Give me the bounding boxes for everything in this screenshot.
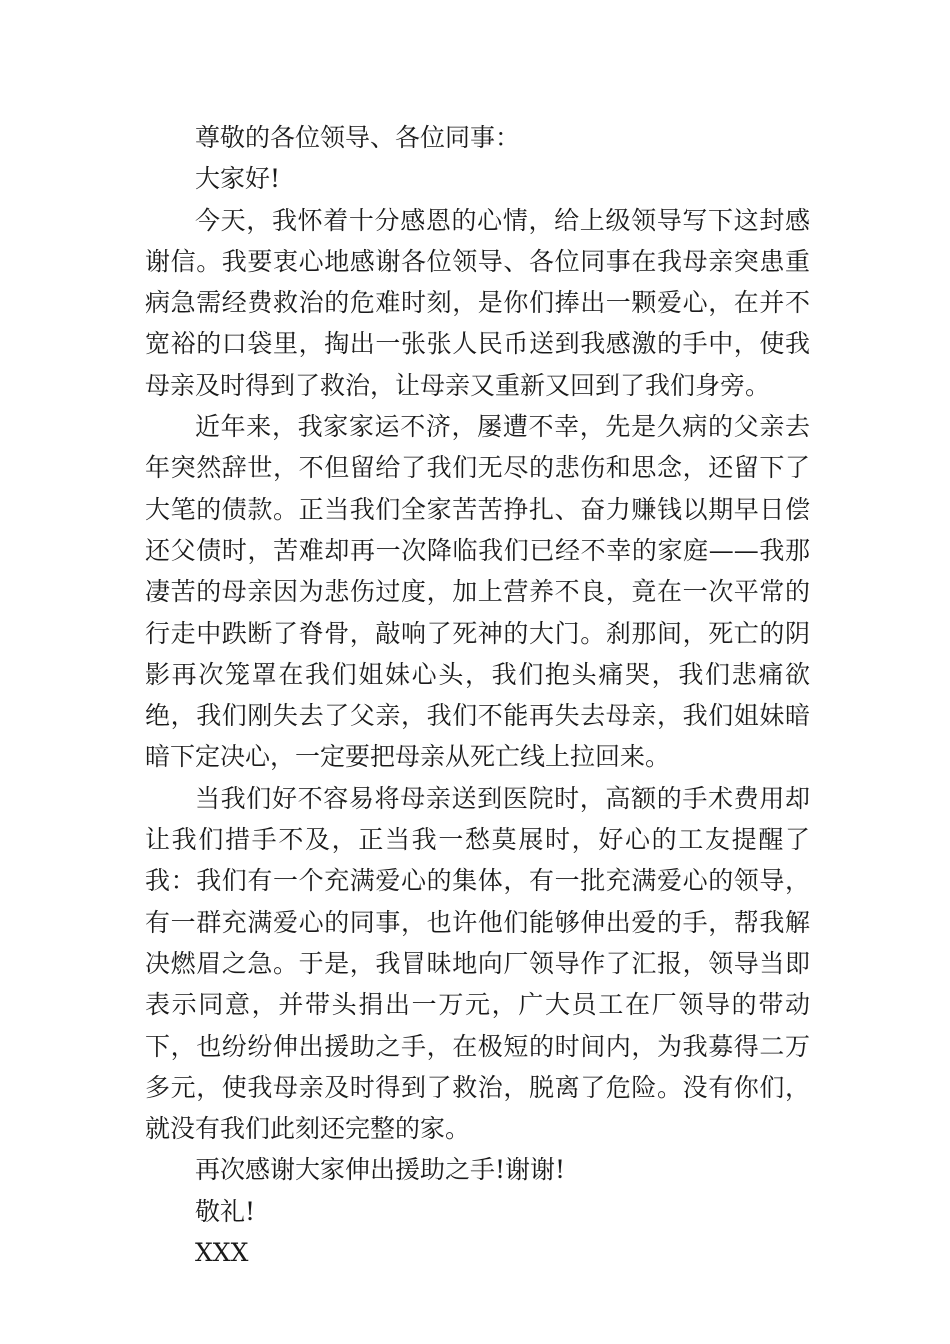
- paragraph-family-hardship: 近年来，我家家运不济，屡遭不幸，先是久病的父亲去年突然辞世，不但留给了我们无尽的悲伤和思念，还留下了大笔的债款。正当我们全家苦苦挣扎、奋力赚钱以期早日偿还父债时，苦难却再一次降临我们已经不幸的家庭——我那凄苦的母亲因为悲伤过度，加上营养不良，竟在一次平常的行走中跌断了脊骨，敲响了死神的大门。刹那间，死亡的阴影再次笼罩在我们姐妹心头，我们抱头痛哭，我们悲痛欲绝，我们刚失去了父亲，我们不能再失去母亲，我们姐妹暗暗下定决心，一定要把母亲从死亡线上拉回来。: [145, 412, 810, 772]
- letter-body: [145, 117, 810, 1273]
- regards: 敬礼!: [195, 1196, 256, 1226]
- salutation: 尊敬的各位领导、各位同事：: [195, 123, 521, 152]
- signature: XXX: [195, 1238, 249, 1268]
- greeting: 大家好!: [195, 164, 281, 194]
- closing-thanks: 再次感谢大家伸出援助之手!谢谢!: [195, 1155, 566, 1185]
- paragraph-help-received: 当我们好不容易将母亲送到医院时，高额的手术费用却让我们措手不及，正当我一愁莫展时，好心的工友提醒了我：我们有一个充满爱心的集体，有一批充满爱心的领导，有一群充满爱心的同事，也许他们能够伸出爱的手，帮我解决燃眉之急。于是，我冒昧地向厂领导作了汇报，领导当即表示同意，并带头捐出一万元，广大员工在厂领导的带动下，也纷纷伸出援助之手，在极短的时间内，为我募得二万多元，使我母亲及时得到了救治，脱离了危险。没有你们，就没有我们此刻还完整的家。: [145, 783, 810, 1144]
- paragraph-gratitude: 今天，我怀着十分感恩的心情，给上级领导写下这封感谢信。我要衷心地感谢各位领导、各位同事在我母亲突患重病急需经费救治的危难时刻，是你们捧出一颗爱心，在并不宽裕的口袋里，掏出一张张人民币送到我感激的手中，使我母亲及时得到了救治，让母亲又重新又回到了我们身旁。: [145, 205, 810, 400]
